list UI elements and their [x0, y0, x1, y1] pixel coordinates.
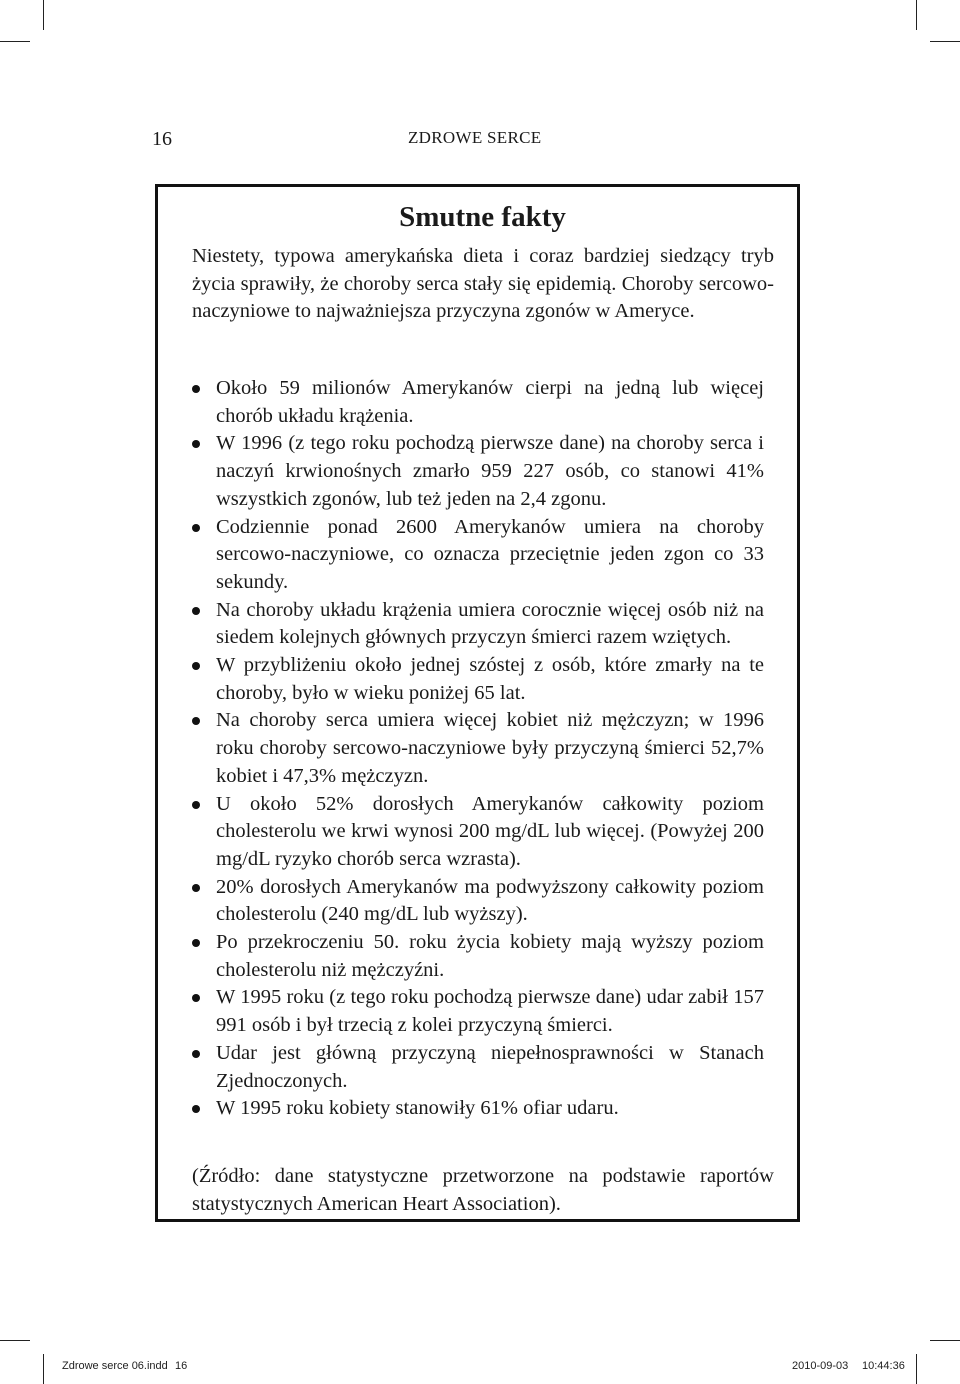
crop-mark — [43, 1354, 44, 1384]
list-item-text: W przybliżeniu około jednej szóstej z osób, które zmarły na te choroby, było w wieku poniżej 65 lat. — [216, 654, 764, 704]
list-item — [192, 874, 764, 929]
list-item — [192, 597, 764, 652]
list-item-text: Udar jest główną przyczyną niepełnosprawności w Stanach Zjednoczonych. — [216, 1041, 764, 1092]
bullet-icon — [192, 385, 200, 393]
list-item — [192, 652, 764, 707]
list-item-text: 20% dorosłych Amerykanów ma podwyższony całkowity poziom cholesterolu (240 mg/dL lub wyższy). — [216, 875, 764, 926]
list-item-text: Codziennie ponad 2600 Amerykanów umiera na choroby sercowo-naczyniowe, co oznacza przeciętnie jeden zgon co 33 sekundy. — [216, 515, 764, 593]
box-title: Smutne fakty — [399, 201, 566, 233]
list-item-text: Około 59 milionów Amerykanów cierpi na jedną lub więcej chorób układu krążenia. — [216, 377, 764, 427]
page-number: 16 — [152, 128, 172, 150]
facts-box — [155, 184, 800, 1222]
list-item — [192, 514, 764, 597]
bullet-icon — [192, 607, 200, 615]
crop-mark — [43, 0, 44, 30]
list-item-text: W 1995 roku (z tego roku pochodzą pierwsze dane) udar zabił 157 991 osób i był trzecią z kolei przyczyną śmierci. — [216, 986, 764, 1037]
list-item — [192, 1040, 764, 1095]
slug-date: 2010-09-03 — [792, 1360, 849, 1372]
slug-file-page: 16 — [175, 1360, 188, 1372]
bullet-icon — [192, 662, 200, 670]
crop-mark — [916, 1354, 917, 1384]
crop-mark — [930, 1340, 960, 1341]
list-item-text: Na choroby serca umiera więcej kobiet niż mężczyzn; w 1996 roku choroby sercowo-naczyniowe były przyczyną śmierci 52,7% kobiet i 47,3% mężczyzn. — [216, 709, 764, 787]
slug-file-name: Zdrowe serce 06.indd — [62, 1360, 168, 1372]
slug-time: 10:44:36 — [862, 1360, 905, 1372]
list-item — [192, 929, 764, 984]
facts-list — [192, 375, 764, 1123]
bullet-icon — [192, 524, 200, 532]
list-item — [192, 984, 764, 1039]
crop-mark — [0, 1340, 30, 1341]
intro-paragraph: Niestety, typowa amerykańska dieta i coraz bardziej siedzący tryb życia sprawiły, że choroby serca stały się epidemią. Choroby sercowo-naczyniowe to najważniejsza przyczyna zgonów w Ameryce. — [192, 245, 774, 323]
list-item — [192, 1095, 764, 1123]
crop-mark — [930, 41, 960, 42]
bullet-icon — [192, 1050, 200, 1058]
crop-mark — [916, 0, 917, 30]
list-item-text: Po przekroczeniu 50. roku życia kobiety mają wyższy poziom cholesterolu niż mężczyźni. — [216, 931, 764, 981]
running-head: ZDROWE SERCE — [408, 128, 542, 147]
list-item — [192, 430, 764, 513]
list-item — [192, 375, 764, 430]
bullet-icon — [192, 717, 200, 725]
bullet-icon — [192, 801, 200, 809]
list-item-text: W 1996 (z tego roku pochodzą pierwsze dane) na choroby serca i naczyń krwionośnych zmarło 959 227 osób, co stanowi 41% wszystkich zgonów, lub też jeden na 2,4 zgonu. — [216, 432, 764, 510]
crop-mark — [0, 41, 30, 42]
bullet-icon — [192, 440, 200, 448]
bullet-icon — [192, 994, 200, 1002]
list-item — [192, 791, 764, 874]
bullet-icon — [192, 939, 200, 947]
list-item-text: U około 52% dorosłych Amerykanów całkowity poziom cholesterolu we krwi wynosi 200 mg/dL lub więcej. (Powyżej 200 mg/dL ryzyko chorób serca wzrasta). — [216, 792, 764, 870]
source-note: (Źródło: dane statystyczne przetworzone na podstawie raportów statystycznych American Heart Association). — [192, 1165, 774, 1215]
list-item-text: W 1995 roku kobiety stanowiły 61% ofiar udaru. — [216, 1097, 619, 1120]
list-item — [192, 707, 764, 790]
bullet-icon — [192, 1105, 200, 1113]
bullet-icon — [192, 884, 200, 892]
list-item-text: Na choroby układu krążenia umiera corocznie więcej osób niż na siedem kolejnych głównych przyczyn śmierci razem wziętych. — [216, 598, 764, 649]
